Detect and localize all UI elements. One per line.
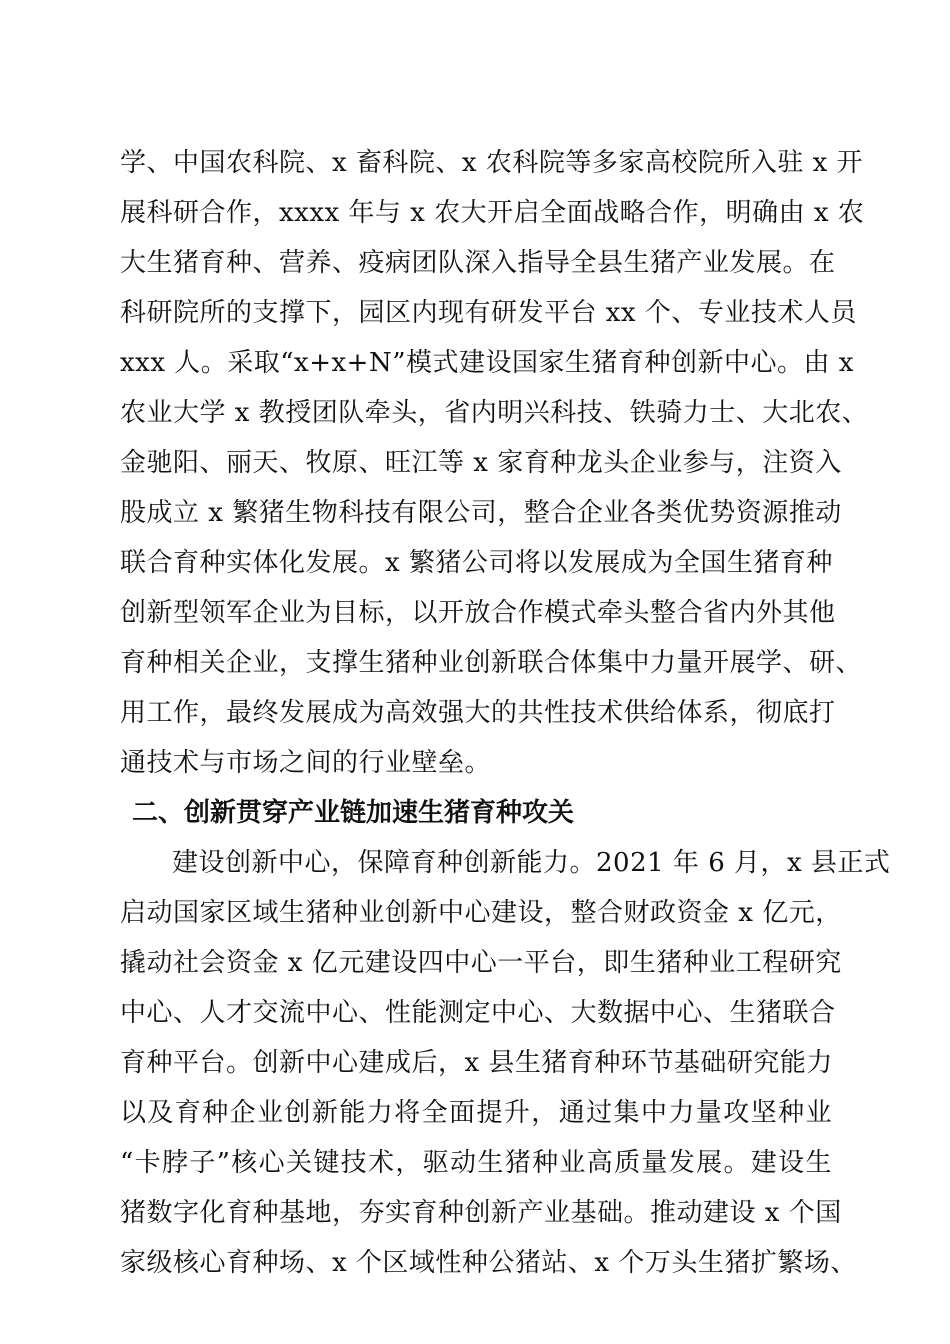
text-line: 联合育种实体化发展。x 繁猪公司将以发展成为全国生猪育种 — [120, 548, 833, 578]
text-line: 建设创新中心，保障育种创新能力。2021 年 6 月，x 县正式 — [172, 848, 891, 878]
text-line: 撬动社会资金 x 亿元建设四中心一平台，即生猪种业工程研究 — [120, 948, 842, 978]
paragraph-2 — [120, 838, 891, 1288]
document-body — [120, 138, 891, 1288]
text-line: “卡脖子”核心关键技术，驱动生猪种业高质量发展。建设生 — [120, 1148, 832, 1178]
text-line: 大生猪育种、营养、疫病团队深入指导全县生猪产业发展。在 — [120, 248, 836, 278]
text-line: 科研院所的支撑下，园区内现有研发平台 xx 个、专业技术人员 — [120, 298, 857, 328]
text-line: 展科研合作，xxxx 年与 x 农大开启全面战略合作，明确由 x 农 — [120, 198, 865, 228]
text-line: 学、中国农科院、x 畜科院、x 农科院等多家高校院所入驻 x 开 — [120, 148, 864, 178]
text-line: 猪数字化育种基地，夯实育种创新产业基础。推动建设 x 个国 — [120, 1198, 842, 1228]
text-line: 中心、人才交流中心、性能测定中心、大数据中心、生猪联合 — [120, 998, 836, 1028]
text-line: 金驰阳、丽天、牧原、旺江等 x 家育种龙头企业参与，注资入 — [120, 448, 842, 478]
text-line: 股成立 x 繁猪生物科技有限公司，整合企业各类优势资源推动 — [120, 498, 842, 528]
text-line: 育种相关企业，支撑生猪种业创新联合体集中力量开展学、研、 — [120, 648, 863, 678]
text-line: 育种平台。创新中心建成后，x 县生猪育种环节基础研究能力 — [120, 1048, 833, 1078]
text-line: 用工作，最终发展成为高效强大的共性技术供给体系，彻底打 — [120, 698, 836, 728]
text-line: 启动国家区域生猪种业创新中心建设，整合财政资金 x 亿元， — [120, 898, 842, 928]
text-line: 以及育种企业创新能力将全面提升，通过集中力量攻坚种业 — [120, 1098, 832, 1128]
text-line: xxx 人。采取“x+x+N”模式建设国家生猪育种创新中心。由 x — [120, 348, 854, 378]
paragraph-1 — [120, 138, 869, 788]
text-line: 通技术与市场之间的行业壁垒。 — [120, 748, 492, 778]
text-line: 农业大学 x 教授团队牵头，省内明兴科技、铁骑力士、大北农、 — [120, 398, 869, 428]
section-heading: 二、创新贯穿产业链加速生猪育种攻关 — [132, 798, 575, 828]
text-line: 家级核心育种场、x 个区域性种公猪站、x 个万头生猪扩繁场、 — [120, 1248, 857, 1278]
text-line: 创新型领军企业为目标，以开放合作模式牵头整合省内外其他 — [120, 598, 836, 628]
